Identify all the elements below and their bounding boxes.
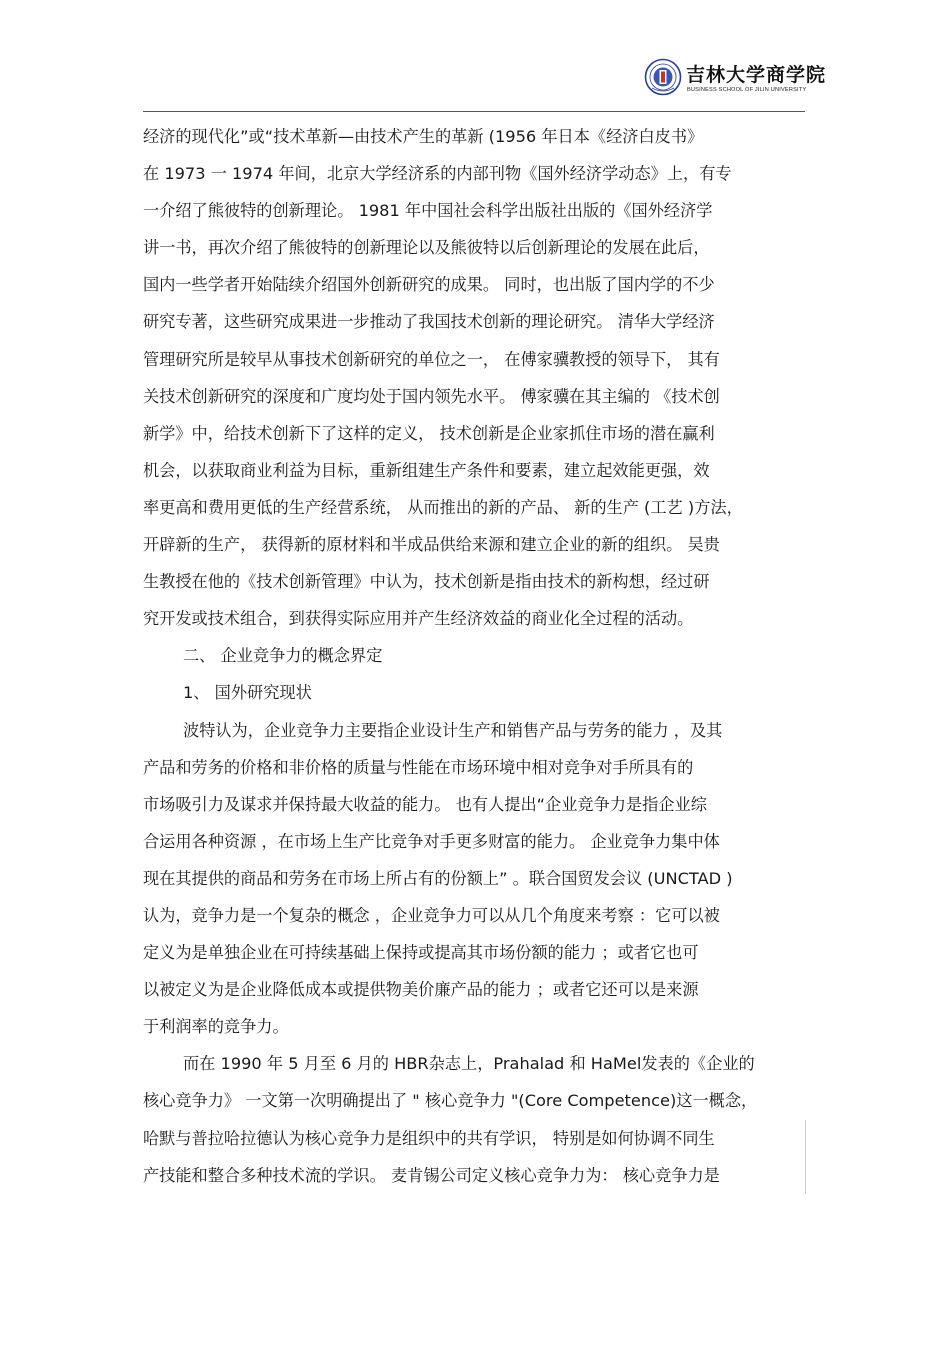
text-line: 现在其提供的商品和劳务在市场上所占有的份额上” 。联合国贸发会议 (UNCTAD ) <box>143 868 733 888</box>
paragraph-core-competence <box>143 1045 815 1193</box>
logo-chinese-text: 吉林大学商学院 <box>686 64 827 86</box>
text-line: 市场吸引力及谋求并保持最大收益的能力。 也有人提出“企业竞争力是指企业综 <box>143 794 707 814</box>
text-line: 研究专著，这些研究成果进一步推动了我国技术创新的理论研究。 清华大学经济 <box>143 312 715 332</box>
logo-english-text: BUSINESS SCHOOL OF JILIN UNIVERSITY <box>687 87 807 93</box>
header-rule <box>143 111 805 112</box>
text-line: 认为，竞争力是一个复杂的概念 ，企业竞争力可以从几个角度来考察 ：它可以被 <box>143 905 720 925</box>
text-line: 合运用各种资源 ，在市场上生产比竞争对手更多财富的能力。 企业竞争力集中体 <box>143 831 720 851</box>
text-line: 生教授在他的《技术创新管理》中认为，技术创新是指由技术的新构想，经过研 <box>143 572 710 592</box>
text-line: 管理研究所是较早从事技术创新研究的单位之一， 在傅家骥教授的领导下， 其有 <box>143 349 720 369</box>
text-line: 关技术创新研究的深度和广度均处于国内领先水平。 傅家骥在其主编的 《技术创 <box>143 386 720 406</box>
paragraph-innovation-research <box>143 118 815 637</box>
text-line: 而在 1990 年 5 月至 6 月的 HBR杂志上，Prahalad 和 HaMel发表的《企业的 <box>183 1054 755 1074</box>
text-line: 核心竞争力》 一文第一次明确提出了 " 核心竞争力 "(Core Competence)这一概念， <box>143 1091 758 1111</box>
document-body <box>143 118 815 1194</box>
text-line: 于利润率的竞争力。 <box>143 1017 289 1037</box>
school-logo <box>644 58 827 100</box>
paragraph-porter-competitiveness <box>143 712 815 1046</box>
text-line: 在 1973 一 1974 年间，北京大学经济系的内部刊物《国外经济学动态》上，有专 <box>143 164 732 184</box>
text-line: 一介绍了熊彼特的创新理论。 1981 年中国社会科学出版社出版的《国外经济学 <box>143 201 713 221</box>
text-line: 以被定义为是企业降低成本或提供物美价廉产品的能力 ；或者它还可以是来源 <box>143 980 699 1000</box>
text-line: 究开发或技术组合，到获得实际应用并产生经济效益的商业化全过程的活动。 <box>143 609 694 629</box>
text-line: 开辟新的生产， 获得新的原材料和半成品供给来源和建立企业的新的组织。 吴贵 <box>143 535 720 555</box>
text-line: 产技能和整合多种技术流的学识。 麦肯锡公司定义核心竞争力为： 核心竞争力是 <box>143 1157 806 1194</box>
subsection-heading: 1、 国外研究现状 <box>183 683 312 703</box>
text-line: 讲一书，再次介绍了熊彼特的创新理论以及熊彼特以后创新理论的发展在此后， <box>143 238 710 258</box>
text-line: 新学》中，给技术创新下了这样的定义， 技术创新是企业家抓住市场的潜在赢利 <box>143 423 715 443</box>
text-line: 产品和劳务的价格和非价格的质量与性能在市场环境中相对竞争对手所具有的 <box>143 757 694 777</box>
text-line: 国内一些学者开始陆续介绍国外创新研究的成果。 同时，也出版了国内学的不少 <box>143 275 715 295</box>
text-line: 定义为是单独企业在可持续基础上保持或提高其市场份额的能力 ；或者它也可 <box>143 943 699 963</box>
text-line: 经济的现代化”或“技术革新—由技术产生的革新 (1956 年日本《经济白皮书》 <box>143 127 704 146</box>
university-seal-icon <box>644 58 682 96</box>
text-line: 机会，以获取商业利益为目标，重新组建生产条件和要素，建立起效能更强，效 <box>143 460 710 480</box>
page-header <box>0 0 950 112</box>
section-heading: 二、 企业竞争力的概念界定 <box>183 646 383 666</box>
text-line: 哈默与普拉哈拉德认为核心竞争力是组织中的共有学识， 特别是如何协调不同生 <box>143 1120 806 1157</box>
text-line: 率更高和费用更低的生产经营系统， 从而推出的新的产品、 新的生产 (工艺 )方法， <box>143 497 743 517</box>
text-line: 波特认为，企业竞争力主要指企业设计生产和销售产品与劳务的能力 ，及其 <box>183 720 723 740</box>
